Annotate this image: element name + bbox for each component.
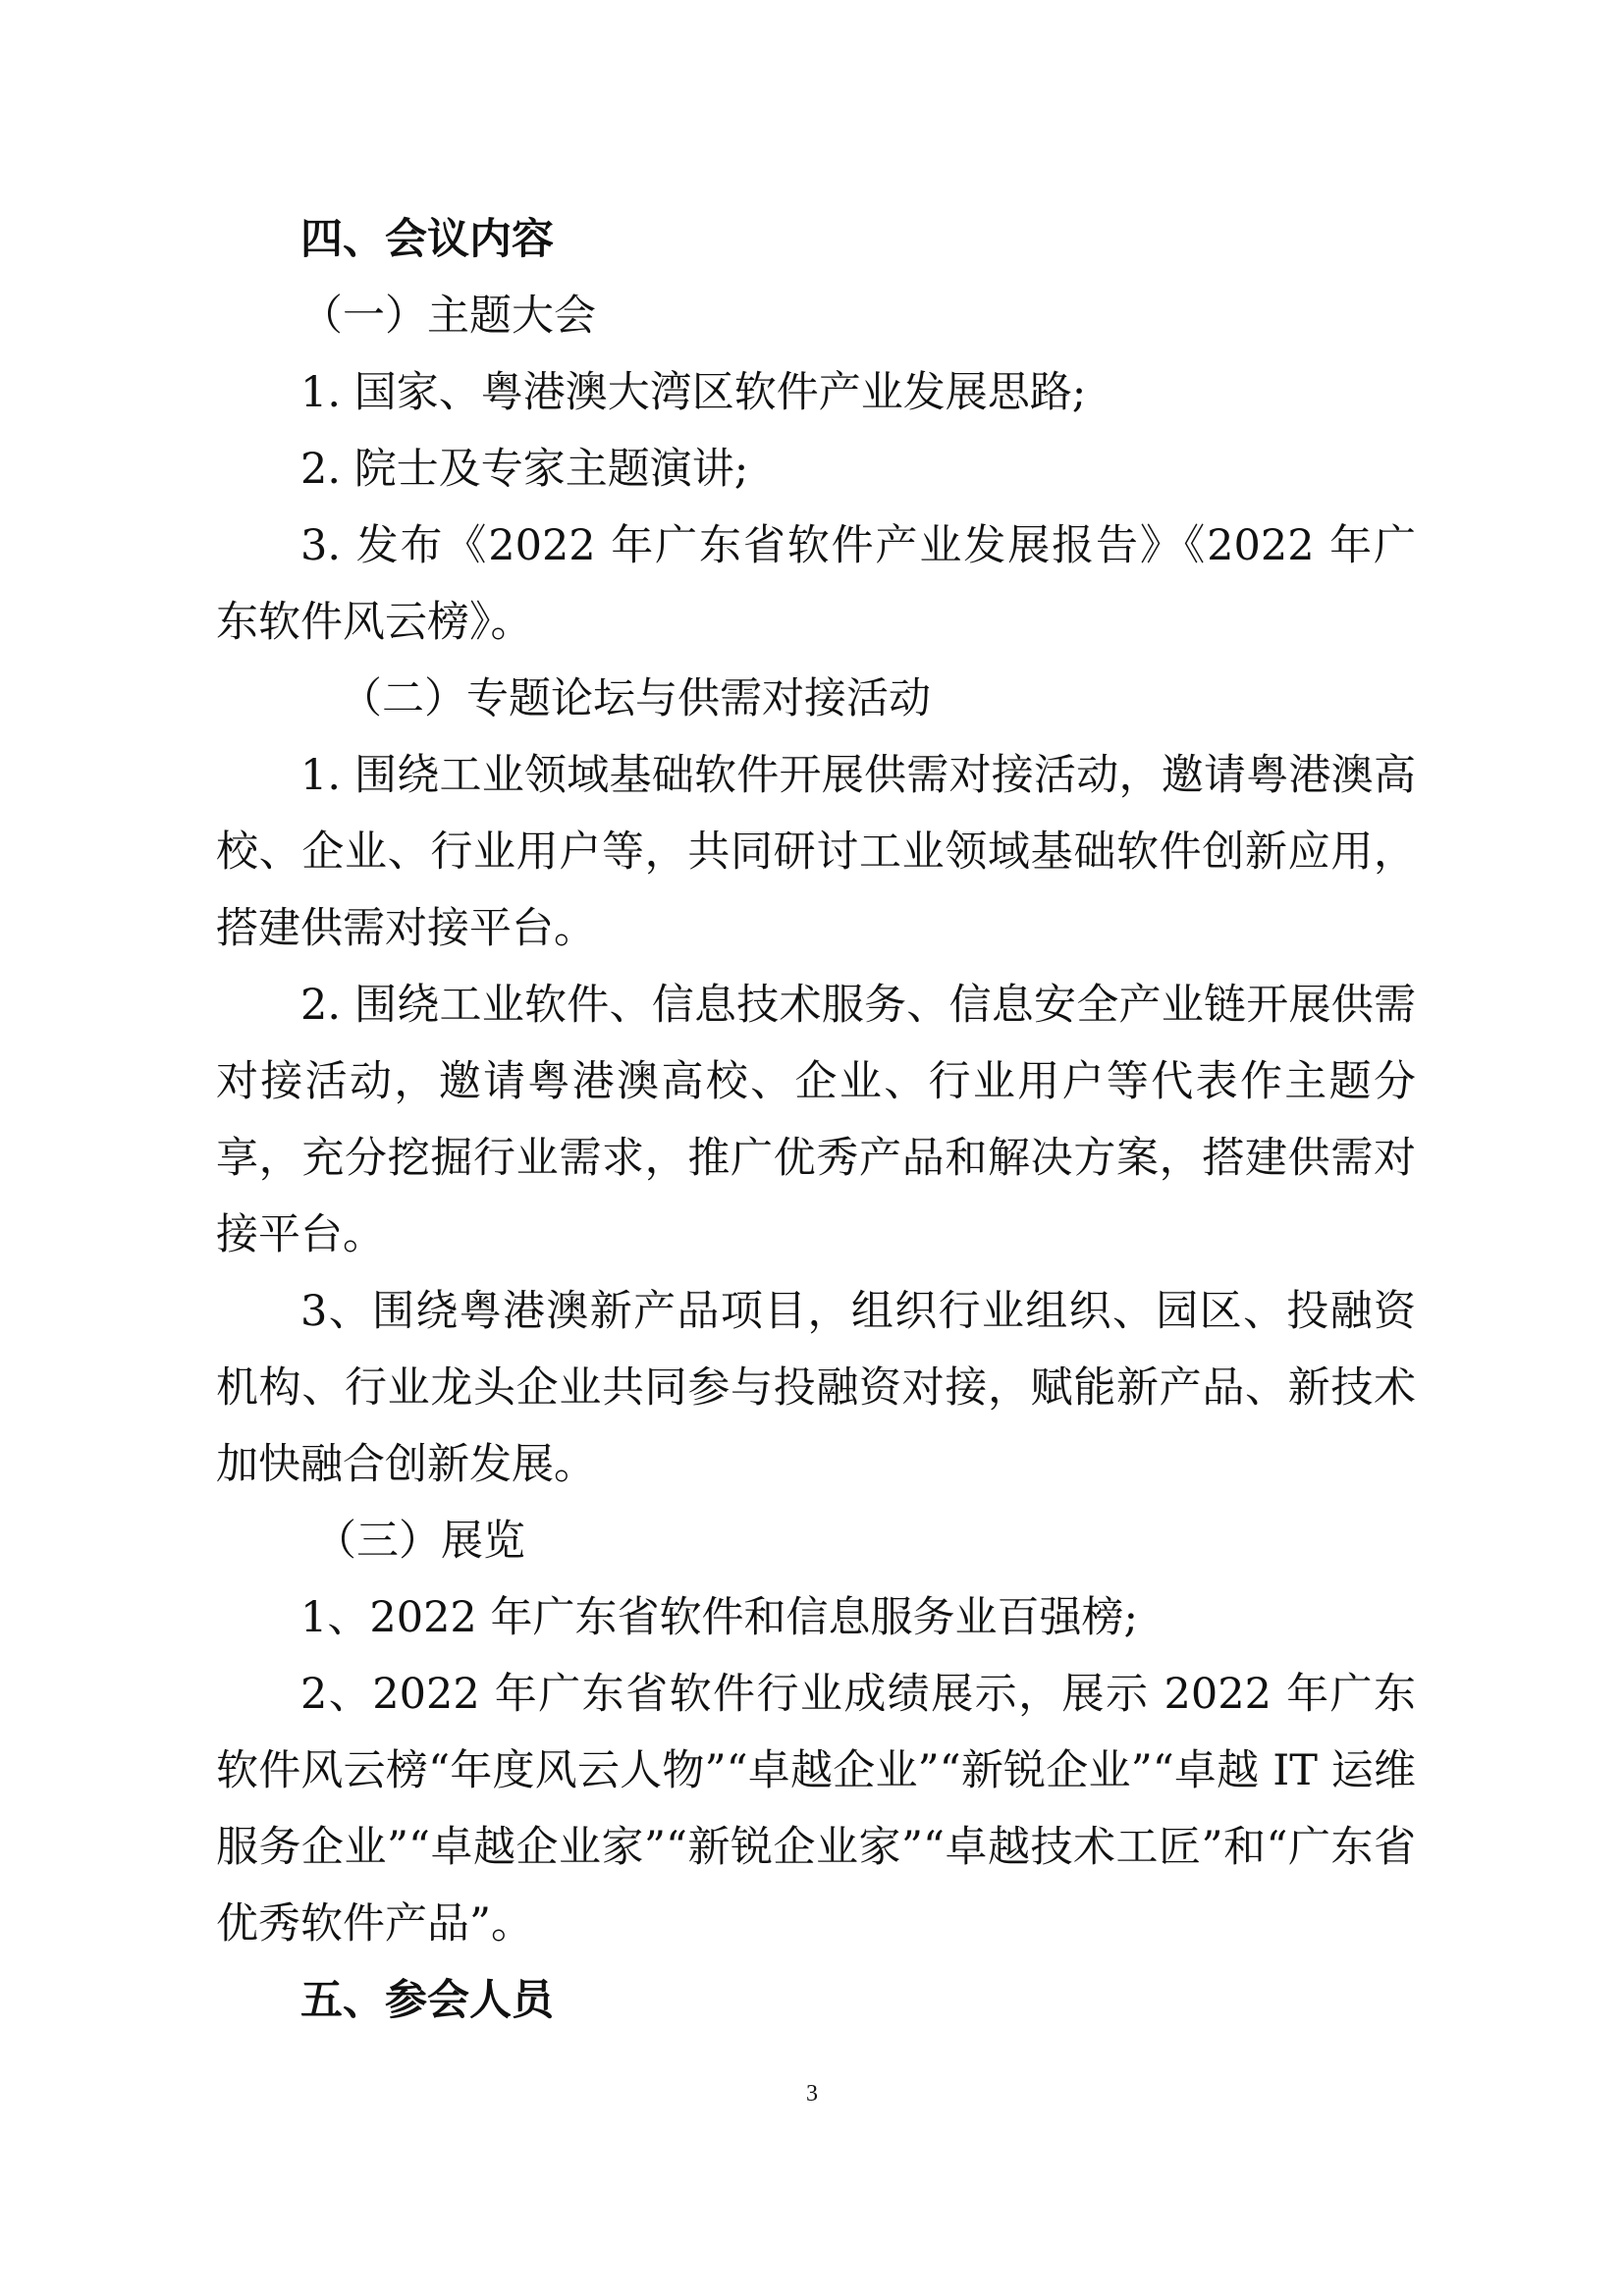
list-item: 2. 围绕工业软件、信息技术服务、信息安全产业链开展供需对接活动，邀请粤港澳高校、企业、行业用户等代表作主题分享，充分挖掘行业需求，推广优秀产品和解决方案，搭建供需对接平台。: [216, 981, 1416, 1259]
list-item: 1. 围绕工业领域基础软件开展供需对接活动，邀请粤港澳高校、企业、行业用户等，共同研讨工业领域基础软件创新应用，搭建供需对接平台。: [216, 751, 1416, 953]
list-item: 1、2022 年广东省软件和信息服务业百强榜;: [300, 1593, 1138, 1642]
subsection-title-3: （三）展览: [314, 1517, 525, 1566]
subsection-title-1: （一）主题大会: [300, 292, 596, 341]
list-item: 1. 国家、粤港澳大湾区软件产业发展思路;: [300, 368, 1087, 417]
subsection-title-2: （二）专题论坛与供需对接活动: [340, 674, 931, 723]
section-heading-4: 四、会议内容: [300, 215, 554, 264]
page-number: 3: [806, 2081, 818, 2107]
list-item: 3、围绕粤港澳新产品项目，组织行业组织、园区、投融资机构、行业龙头企业共同参与投融资对接，赋能新产品、新技术加快融合创新发展。: [216, 1287, 1416, 1489]
list-item: 2. 院士及专家主题演讲;: [300, 445, 749, 494]
list-item: 2、2022 年广东省软件行业成绩展示，展示 2022 年广东软件风云榜“年度风云人物”“卓越企业”“新锐企业”“卓越 IT 运维服务企业”“卓越企业家”“新锐企业家”“卓越技术工匠”和“广东省优秀软件产品”。: [216, 1670, 1416, 1949]
section-heading-5: 五、参会人员: [300, 1976, 554, 2025]
list-item: 3. 发布《2022 年广东省软件产业发展报告》《2022 年广东软件风云榜》。: [216, 521, 1416, 647]
document-body: [216, 201, 1416, 2039]
